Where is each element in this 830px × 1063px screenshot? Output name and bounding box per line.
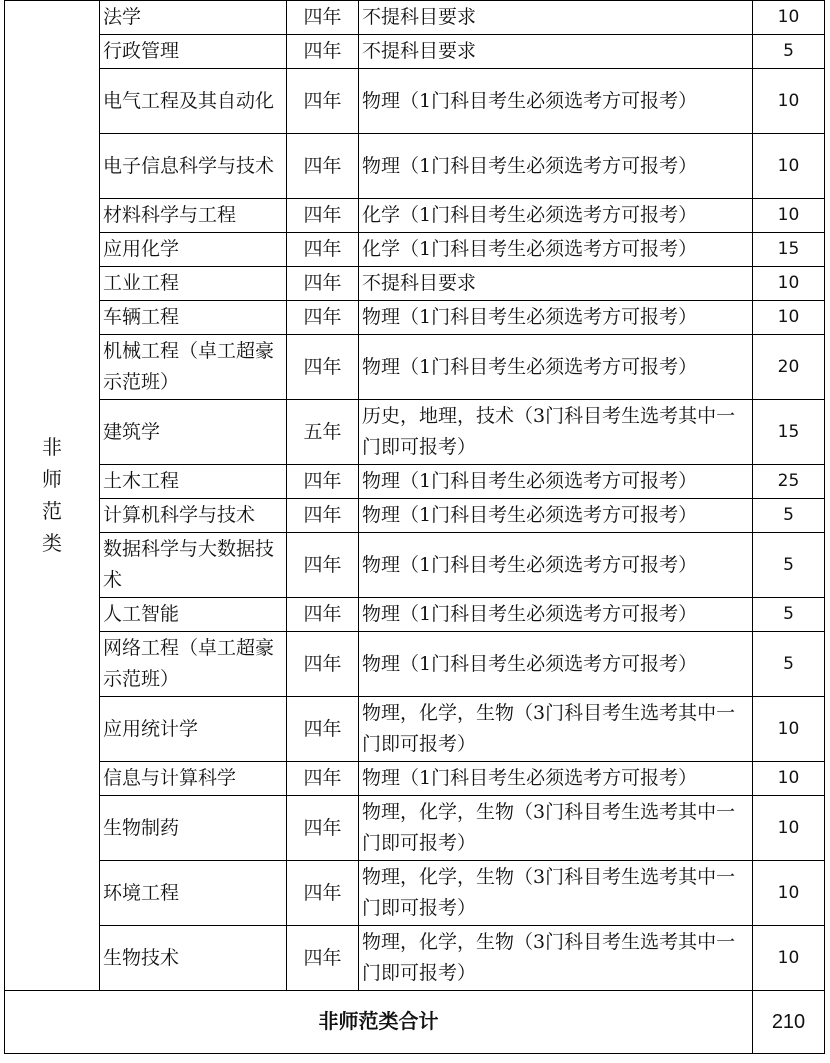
- duration: 四年: [287, 335, 359, 400]
- major-name: 行政管理: [100, 35, 287, 69]
- duration: 五年: [287, 400, 359, 465]
- table-row: [5, 762, 825, 796]
- table-row: [5, 267, 825, 301]
- major-name: 法学: [100, 1, 287, 35]
- major-name: 计算机科学与技术: [100, 499, 287, 533]
- subject-requirement: 物理（1门科目考生必须选考方可报考）: [359, 499, 753, 533]
- subject-requirement: 物理，化学，生物（3门科目考生选考其中一门即可报考）: [359, 796, 753, 861]
- enrollment-quota: 5: [753, 499, 825, 533]
- major-name: 信息与计算科学: [100, 762, 287, 796]
- table-row: [5, 301, 825, 335]
- subject-requirement: 化学（1门科目考生必须选考方可报考）: [359, 233, 753, 267]
- duration: 四年: [287, 233, 359, 267]
- major-name: 生物技术: [100, 926, 287, 991]
- table-body: [5, 1, 825, 1054]
- major-name: 网络工程（卓工超豪示范班）: [100, 632, 287, 697]
- table-row: [5, 499, 825, 533]
- enrollment-quota: 15: [753, 233, 825, 267]
- enrollment-quota: 10: [753, 1, 825, 35]
- duration: 四年: [287, 69, 359, 134]
- table-row: [5, 199, 825, 233]
- table-row: [5, 335, 825, 400]
- total-value: 210: [753, 991, 825, 1054]
- major-name: 环境工程: [100, 861, 287, 926]
- enrollment-quota: 10: [753, 301, 825, 335]
- table-row: [5, 796, 825, 861]
- enrollment-quota: 10: [753, 697, 825, 762]
- major-name: 电气工程及其自动化: [100, 69, 287, 134]
- major-name: 工业工程: [100, 267, 287, 301]
- enrollment-quota: 10: [753, 69, 825, 134]
- total-label: 非师范类合计: [5, 991, 753, 1054]
- subject-requirement: 物理（1门科目考生必须选考方可报考）: [359, 465, 753, 499]
- enrollment-quota: 10: [753, 134, 825, 199]
- subject-requirement: 历史，地理，技术（3门科目考生选考其中一门即可报考）: [359, 400, 753, 465]
- category-cell: [5, 1, 100, 991]
- duration: 四年: [287, 499, 359, 533]
- subject-requirement: 物理（1门科目考生必须选考方可报考）: [359, 69, 753, 134]
- duration: 四年: [287, 35, 359, 69]
- table-row: [5, 233, 825, 267]
- table-row: [5, 598, 825, 632]
- duration: 四年: [287, 861, 359, 926]
- category-label: 非师范类: [42, 435, 62, 555]
- duration: 四年: [287, 533, 359, 598]
- table-row: [5, 697, 825, 762]
- total-row: [5, 991, 825, 1054]
- duration: 四年: [287, 1, 359, 35]
- subject-requirement: 不提科目要求: [359, 1, 753, 35]
- subject-requirement: 化学（1门科目考生必须选考方可报考）: [359, 199, 753, 233]
- subject-requirement: 物理（1门科目考生必须选考方可报考）: [359, 762, 753, 796]
- subject-requirement: 物理（1门科目考生必须选考方可报考）: [359, 632, 753, 697]
- duration: 四年: [287, 796, 359, 861]
- table-row: [5, 465, 825, 499]
- enrollment-quota: 10: [753, 926, 825, 991]
- duration: 四年: [287, 134, 359, 199]
- major-name: 人工智能: [100, 598, 287, 632]
- duration: 四年: [287, 267, 359, 301]
- enrollment-quota: 5: [753, 598, 825, 632]
- subject-requirement: 物理（1门科目考生必须选考方可报考）: [359, 335, 753, 400]
- duration: 四年: [287, 632, 359, 697]
- enrollment-quota: 20: [753, 335, 825, 400]
- major-name: 数据科学与大数据技术: [100, 533, 287, 598]
- subject-requirement: 物理，化学，生物（3门科目考生选考其中一门即可报考）: [359, 926, 753, 991]
- subject-requirement: 不提科目要求: [359, 35, 753, 69]
- enrollment-quota: 10: [753, 267, 825, 301]
- enrollment-quota: 5: [753, 35, 825, 69]
- duration: 四年: [287, 301, 359, 335]
- enrollment-quota: 10: [753, 199, 825, 233]
- table-row: [5, 533, 825, 598]
- duration: 四年: [287, 199, 359, 233]
- duration: 四年: [287, 598, 359, 632]
- enrollment-quota: 5: [753, 632, 825, 697]
- major-name: 生物制药: [100, 796, 287, 861]
- subject-requirement: 物理（1门科目考生必须选考方可报考）: [359, 301, 753, 335]
- duration: 四年: [287, 465, 359, 499]
- table-row: [5, 1, 825, 35]
- major-name: 电子信息科学与技术: [100, 134, 287, 199]
- major-name: 机械工程（卓工超豪示范班）: [100, 335, 287, 400]
- subject-requirement: 物理，化学，生物（3门科目考生选考其中一门即可报考）: [359, 697, 753, 762]
- major-name: 土木工程: [100, 465, 287, 499]
- enrollment-quota: 15: [753, 400, 825, 465]
- table-row: [5, 926, 825, 991]
- table-row: [5, 632, 825, 697]
- table-row: [5, 861, 825, 926]
- subject-requirement: 物理（1门科目考生必须选考方可报考）: [359, 134, 753, 199]
- major-name: 建筑学: [100, 400, 287, 465]
- subject-requirement: 不提科目要求: [359, 267, 753, 301]
- enrollment-quota: 10: [753, 796, 825, 861]
- subject-requirement: 物理（1门科目考生必须选考方可报考）: [359, 533, 753, 598]
- table-row: [5, 69, 825, 134]
- duration: 四年: [287, 697, 359, 762]
- enrollment-quota: 10: [753, 861, 825, 926]
- enrollment-quota: 5: [753, 533, 825, 598]
- duration: 四年: [287, 926, 359, 991]
- major-name: 材料科学与工程: [100, 199, 287, 233]
- enrollment-quota: 25: [753, 465, 825, 499]
- table-row: [5, 35, 825, 69]
- subject-requirement: 物理（1门科目考生必须选考方可报考）: [359, 598, 753, 632]
- table-row: [5, 134, 825, 199]
- enrollment-quota: 10: [753, 762, 825, 796]
- major-name: 应用化学: [100, 233, 287, 267]
- major-name: 车辆工程: [100, 301, 287, 335]
- majors-table: [4, 0, 825, 1054]
- major-name: 应用统计学: [100, 697, 287, 762]
- duration: 四年: [287, 762, 359, 796]
- table-row: [5, 400, 825, 465]
- subject-requirement: 物理，化学，生物（3门科目考生选考其中一门即可报考）: [359, 861, 753, 926]
